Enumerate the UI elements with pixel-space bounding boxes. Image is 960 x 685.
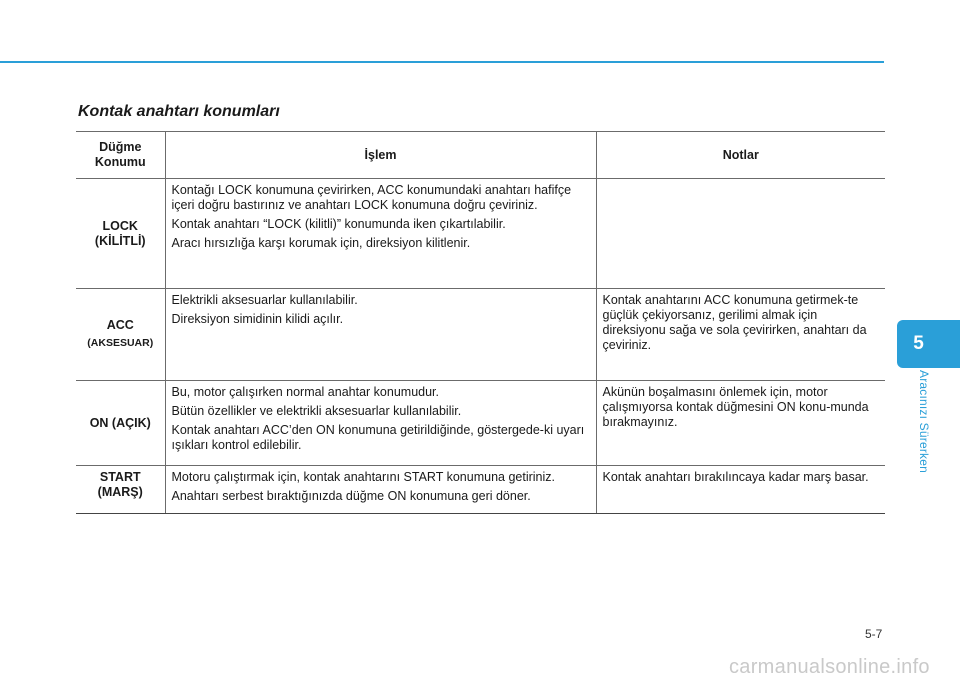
position-cell bbox=[76, 381, 165, 466]
operation-text: Anahtarı serbest bıraktığınızda düğme ON konumuna geri döner. bbox=[171, 489, 531, 503]
table-header-row bbox=[76, 132, 885, 179]
operation-cell bbox=[165, 381, 596, 466]
page-number: 5-7 bbox=[865, 627, 883, 641]
operation-cell bbox=[165, 466, 596, 514]
table-row-lock bbox=[76, 179, 885, 289]
table-row-start bbox=[76, 466, 885, 514]
position-label: START bbox=[99, 470, 141, 484]
notes-cell: Kontak anahtarını ACC konumuna getirmek-te güçlük çekiyorsanız, gerilimi almak için direksiyonu sağa ve sola çevirirken, anahtarı da çeviriniz. bbox=[596, 289, 885, 381]
header-operation: İşlem bbox=[165, 132, 596, 179]
position-label: ON (AÇIK) bbox=[89, 415, 151, 430]
table-row-on bbox=[76, 381, 885, 466]
top-rule bbox=[0, 61, 884, 63]
operation-text: Direksiyon simidinin kilidi açılır. bbox=[171, 312, 344, 326]
header-position: Düğme Konumu bbox=[76, 132, 165, 179]
notes-cell bbox=[596, 179, 885, 289]
watermark: carmanualsonline.info bbox=[729, 656, 930, 678]
header-notes: Notlar bbox=[596, 132, 885, 179]
operation-text: Kontak anahtarı “LOCK (kilitli)” konumunda iken çıkartılabilir. bbox=[171, 217, 506, 231]
position-sub-label: (AKSESUAR) bbox=[87, 337, 154, 349]
operation-text: Kontak anahtarı ACC’den ON konumuna getirildiğinde, göstergede-ki uyarı ışıkları kontrol edilebilir. bbox=[171, 423, 585, 452]
position-cell bbox=[76, 466, 165, 514]
position-label: ACC bbox=[106, 318, 134, 332]
position-cell bbox=[76, 289, 165, 381]
operation-cell bbox=[165, 289, 596, 381]
section-title: Kontak anahtarı konumları bbox=[78, 103, 280, 120]
operation-text: Bu, motor çalışırken normal anahtar konumudur. bbox=[171, 385, 439, 399]
operation-cell bbox=[165, 179, 596, 289]
operation-text: Elektrikli aksesuarlar kullanılabilir. bbox=[171, 293, 358, 307]
position-cell bbox=[76, 179, 165, 289]
position-label: LOCK bbox=[102, 218, 138, 233]
position-sub-label: (MARŞ) bbox=[97, 485, 143, 499]
position-sub-label: (KİLİTLİ) bbox=[94, 233, 146, 248]
notes-cell: Akünün boşalmasını önlemek için, motor çalışmıyorsa kontak düğmesini ON konu-munda bırakmayınız. bbox=[596, 381, 885, 466]
chapter-number-tab: 5 bbox=[897, 320, 960, 368]
operation-text: Aracı hırsızlığa karşı korumak için, direksiyon kilitlenir. bbox=[171, 236, 471, 250]
table-row-acc bbox=[76, 289, 885, 381]
operation-text: Kontağı LOCK konumuna çevirirken, ACC konumundaki anahtarı hafifçe içeri doğru bastırınız ve anahtarı LOCK konumuna doğru çeviriniz. bbox=[171, 183, 572, 212]
operation-text: Motoru çalıştırmak için, kontak anahtarını START konumuna getiriniz. bbox=[171, 470, 556, 484]
notes-cell: Kontak anahtarı bırakılıncaya kadar marş basar. bbox=[596, 466, 885, 514]
operation-text: Bütün özellikler ve elektrikli aksesuarlar kullanılabilir. bbox=[171, 404, 462, 418]
chapter-title: Aracınızı Sürerken bbox=[917, 370, 931, 473]
key-positions-table bbox=[76, 131, 885, 514]
